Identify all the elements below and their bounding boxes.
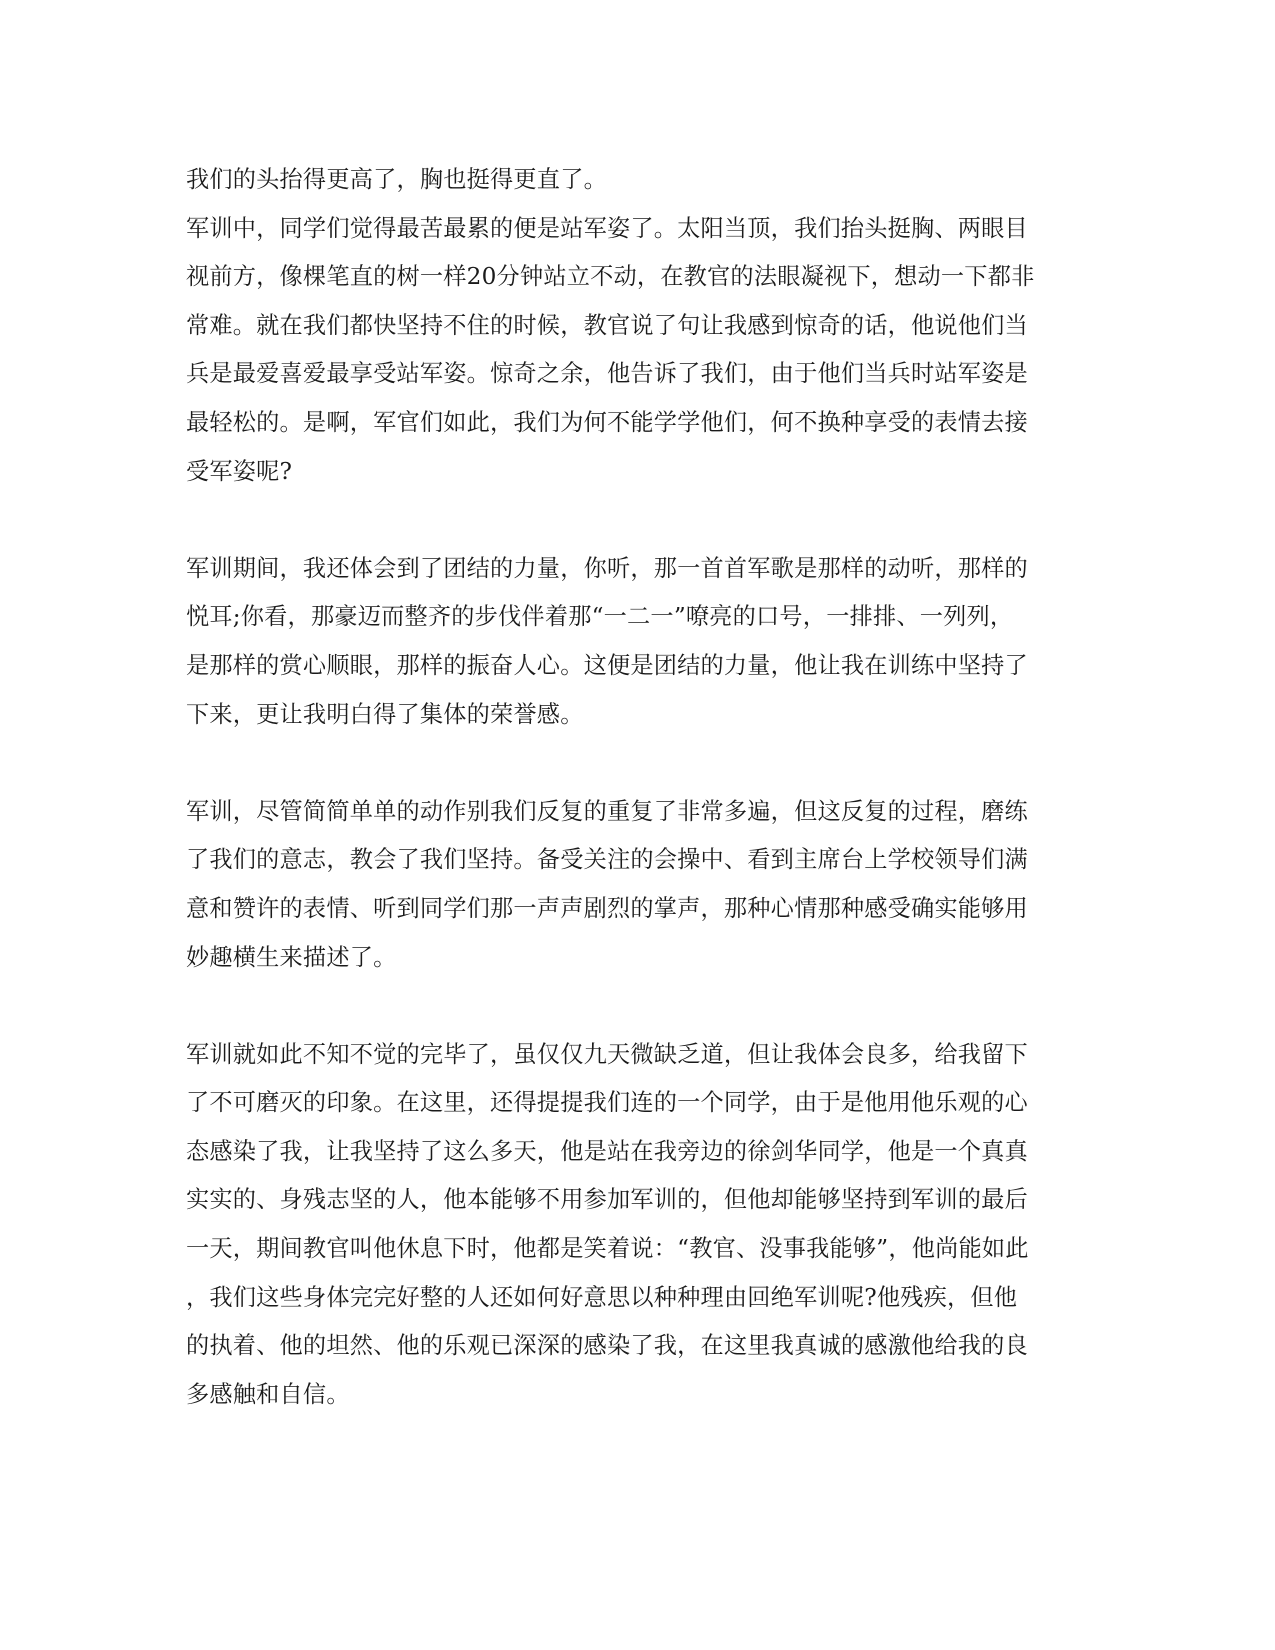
paragraph-spacer bbox=[186, 739, 1086, 788]
paragraph-line: 最轻松的。是啊，军官们如此，我们为何不能学学他们，何不换种享受的表情去接 bbox=[186, 408, 1028, 436]
paragraph-spacer bbox=[186, 496, 1086, 545]
paragraph-line: 军训就如此不知不觉的完毕了，虽仅仅九天微缺乏道，但让我体会良多，给我留下 bbox=[186, 1040, 1028, 1068]
paragraph-line: 意和赞许的表情、听到同学们那一声声剧烈的掌声，那种心情那种感受确实能够用 bbox=[186, 894, 1028, 922]
paragraph-line: 受军姿呢? bbox=[186, 457, 293, 485]
paragraph-line: 是那样的赏心顺眼，那样的振奋人心。这便是团结的力量，他让我在训练中坚持了 bbox=[186, 651, 1028, 679]
paragraph-line: 多感触和自信。 bbox=[186, 1380, 350, 1408]
paragraph-line: 的执着、他的坦然、他的乐观已深深的感染了我，在这里我真诚的感激他给我的良 bbox=[186, 1332, 1028, 1360]
paragraph-line: 态感染了我，让我坚持了这么多天，他是站在我旁边的徐剑华同学，他是一个真真 bbox=[186, 1137, 1028, 1165]
paragraph-line: 了不可磨灭的印象。在这里，还得提提我们连的一个同学，由于是他用他乐观的心 bbox=[186, 1089, 1028, 1117]
paragraph-spacer bbox=[186, 982, 1086, 1031]
paragraph-line: 常难。就在我们都快坚持不住的时候，教官说了句让我感到惊奇的话，他说他们当 bbox=[186, 311, 1028, 339]
paragraph-line: 实实的、身残志坚的人，他本能够不用参加军训的，但他却能够坚持到军训的最后 bbox=[186, 1186, 1028, 1214]
paragraph-line: 妙趣横生来描述了。 bbox=[186, 943, 397, 971]
document-body bbox=[186, 156, 1086, 1419]
paragraph-line: ，我们这些身体完完好整的人还如何好意思以种种理由回绝军训呢?他残疾，但他 bbox=[186, 1283, 1018, 1311]
paragraph-line: 军训中，同学们觉得最苦最累的便是站军姿了。太阳当顶，我们抬头挺胸、两眼目 bbox=[186, 214, 1028, 242]
paragraph-line: 我们的头抬得更高了，胸也挺得更直了。 bbox=[186, 166, 607, 193]
paragraph-line: 下来，更让我明白得了集体的荣誉感。 bbox=[186, 700, 584, 728]
paragraph-line: 军训期间，我还体会到了团结的力量，你听，那一首首军歌是那样的动听，那样的 bbox=[186, 554, 1028, 582]
paragraph-line: 兵是最爱喜爱最享受站军姿。惊奇之余，他告诉了我们，由于他们当兵时站军姿是 bbox=[186, 360, 1028, 388]
paragraph-line: 军训，尽管简简单单的动作别我们反复的重复了非常多遍，但这反复的过程，磨练 bbox=[186, 797, 1028, 825]
paragraph-line: 了我们的意志，教会了我们坚持。备受关注的会操中、看到主席台上学校领导们满 bbox=[186, 846, 1028, 874]
paragraph-line: 视前方，像棵笔直的树一样20分钟站立不动，在教官的法眼凝视下，想动一下都非 bbox=[186, 263, 1035, 291]
paragraph-line: 一天，期间教官叫他休息下时，他都是笑着说：“教官、没事我能够”，他尚能如此 bbox=[186, 1235, 1029, 1263]
paragraph-line: 悦耳;你看，那豪迈而整齐的步伐伴着那“一二一”嘹亮的口号，一排排、一列列， bbox=[186, 603, 1014, 631]
